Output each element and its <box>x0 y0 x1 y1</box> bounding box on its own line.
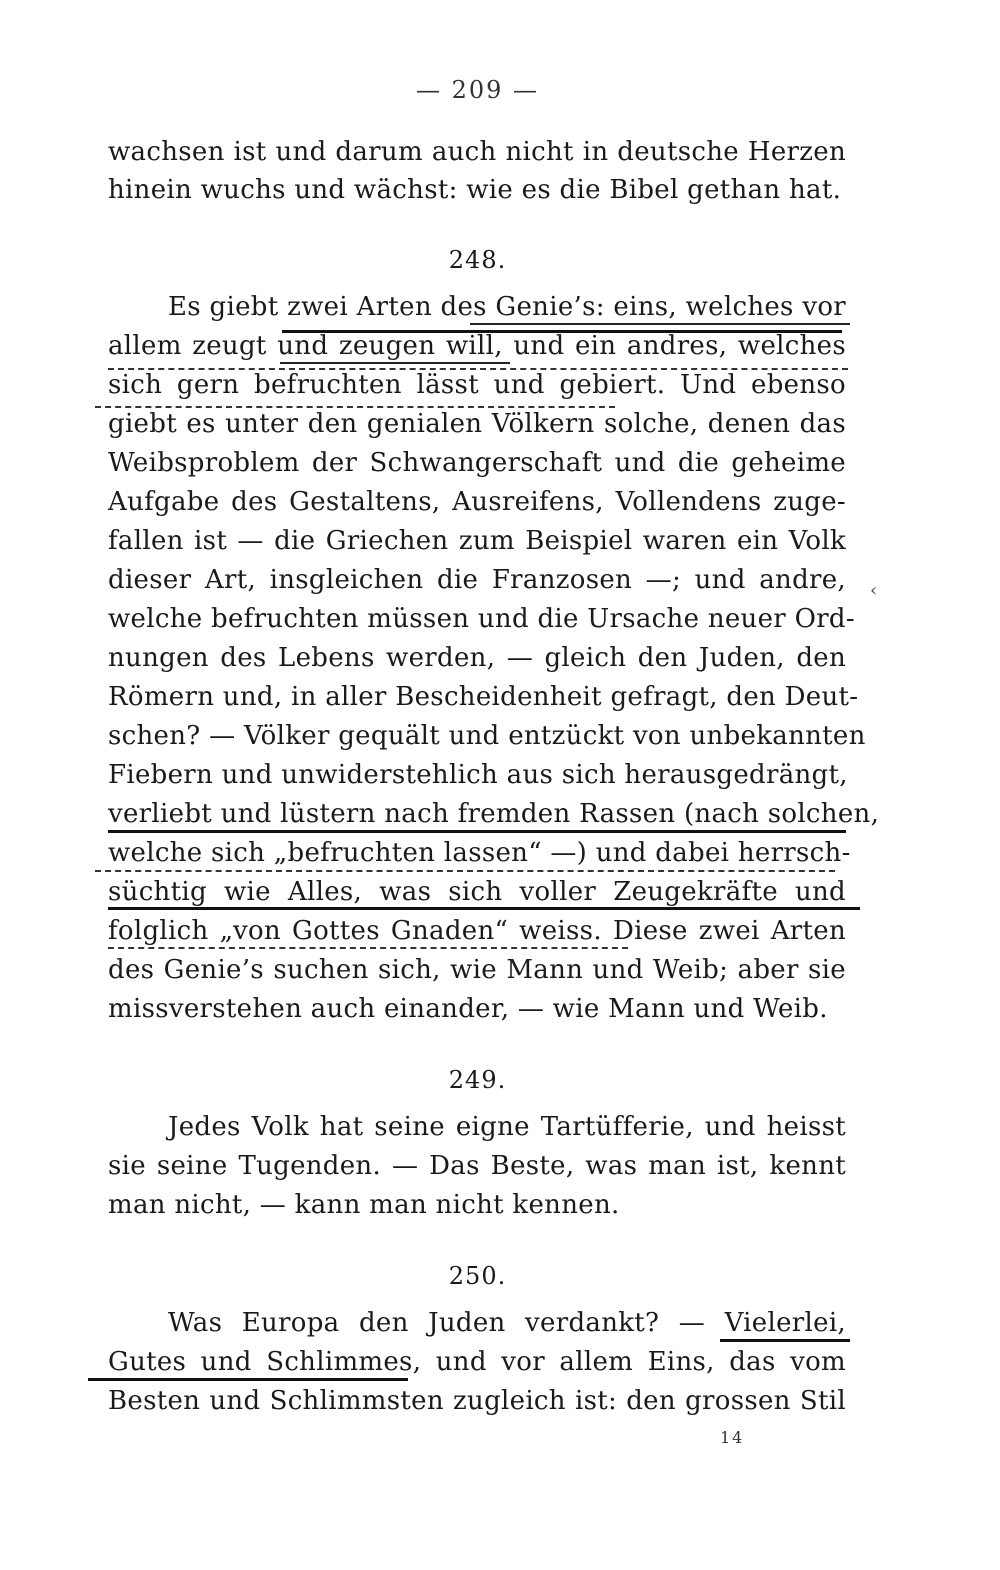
text-line: welche befruchten müssen und die Ursache neuer Ord- <box>108 604 855 634</box>
section-number-249: 249. <box>448 1066 507 1094</box>
text-line: allem zeugt und zeugen will, und ein andres, welches <box>108 331 846 361</box>
section-number-248: 248. <box>448 246 507 274</box>
text-line: Jedes Volk hat seine eigne Tartüfferie, und heisst <box>168 1112 846 1142</box>
text-line: Gutes und Schlimmes, und vor allem Eins, das vom <box>108 1347 846 1377</box>
text-line: Es giebt zwei Arten des Genie’s: eins, welches vor <box>168 292 846 322</box>
text-line: Was Europa den Juden verdankt? — Vielerlei, <box>168 1308 846 1338</box>
pencil-underline <box>280 362 510 364</box>
pencil-underline <box>282 330 842 333</box>
text-line: Besten und Schlimmsten zugleich ist: den grossen Stil <box>108 1386 846 1416</box>
pencil-underline <box>108 907 860 910</box>
signature-mark: 14 <box>720 1428 745 1447</box>
page-number: — 209 — <box>415 76 540 104</box>
text-line: Römern und, in aller Bescheidenheit gefragt, den Deut- <box>108 682 859 712</box>
text-line: verliebt und lüstern nach fremden Rassen (nach solchen, <box>108 799 880 829</box>
text-line: Aufgabe des Gestaltens, Ausreifens, Vollendens zuge- <box>108 487 846 517</box>
text-line: folglich „von Gottes Gnaden“ weiss. Diese zwei Arten <box>108 916 846 946</box>
pencil-underline <box>470 323 850 325</box>
pencil-underline <box>108 947 628 949</box>
pencil-underline <box>88 1378 408 1381</box>
text-line: giebt es unter den genialen Völkern solche, denen das <box>108 409 846 439</box>
section-number-250: 250. <box>448 1262 507 1290</box>
text-line: sich gern befruchten lässt und gebiert. Und ebenso <box>108 370 846 400</box>
text-line: wachsen ist und darum auch nicht in deutsche Herzen <box>108 137 846 167</box>
text-line: Fiebern und unwiderstehlich aus sich herausgedrängt, <box>108 760 848 790</box>
text-line: fallen ist — die Griechen zum Beispiel waren ein Volk <box>108 526 846 556</box>
text-line: schen? — Völker gequält und entzückt von unbekannten <box>108 721 866 751</box>
pencil-underline <box>720 1339 850 1342</box>
text-line: nungen des Lebens werden, — gleich den Juden, den <box>108 643 846 673</box>
text-line: welche sich „befruchten lassen“ —) und dabei herrsch- <box>108 838 851 868</box>
text-line: Weibsproblem der Schwangerschaft und die geheime <box>108 448 846 478</box>
pencil-underline <box>108 830 846 833</box>
pencil-underline <box>95 870 835 872</box>
text-line: sie seine Tugenden. — Das Beste, was man ist, kennt <box>108 1151 846 1181</box>
text-line: man nicht, — kann man nicht kennen. <box>108 1190 620 1220</box>
pencil-underline <box>95 406 615 408</box>
margin-mark: ‹ <box>870 580 878 601</box>
text-line: des Genie’s suchen sich, wie Mann und Weib; aber sie <box>108 955 846 985</box>
text-line: hinein wuchs und wächst: wie es die Bibel gethan hat. <box>108 175 842 205</box>
pencil-underline <box>108 368 848 370</box>
text-line: missverstehen auch einander, — wie Mann und Weib. <box>108 994 828 1024</box>
text-line: dieser Art, insgleichen die Franzosen —; und andre, <box>108 565 846 595</box>
text-line: süchtig wie Alles, was sich voller Zeugekräfte und <box>108 877 846 907</box>
